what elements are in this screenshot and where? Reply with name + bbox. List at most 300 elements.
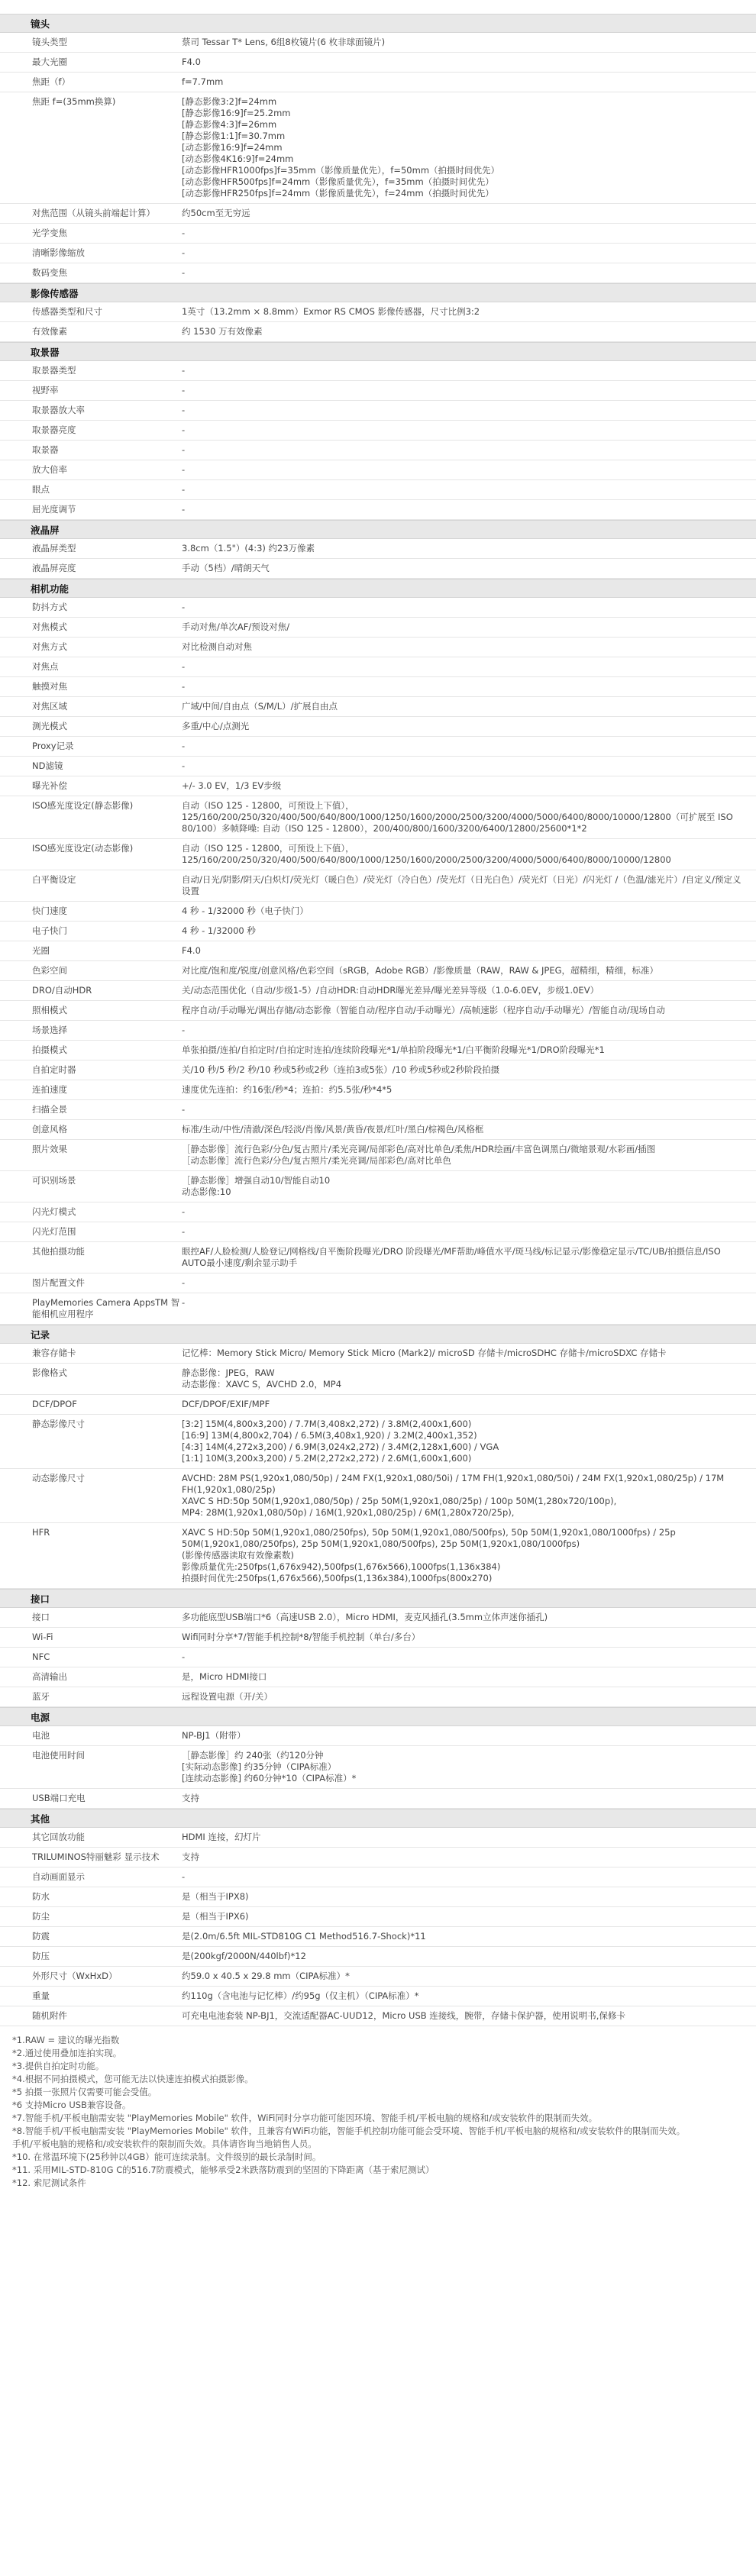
spec-value <box>182 559 756 578</box>
spec-value-line: F4.0 <box>182 56 201 67</box>
spec-label: 连拍速度 <box>32 1084 67 1095</box>
spec-value <box>182 1469 756 1522</box>
spec-value-line: 1英寸（13.2mm × 8.8mm）Exmor RS CMOS 影像传感器，尺寸比例3:2 <box>182 306 480 317</box>
spec-row <box>0 677 756 697</box>
section-header: 液晶屏 <box>0 520 756 539</box>
spec-row <box>0 1041 756 1060</box>
spec-value <box>182 961 756 980</box>
spec-value <box>182 322 756 341</box>
spec-label: 静态影像尺寸 <box>32 1419 85 1429</box>
spec-row <box>0 361 756 381</box>
spec-label: 色彩空间 <box>32 965 67 976</box>
spec-row <box>0 244 756 263</box>
spec-value <box>182 1746 756 1788</box>
spec-label: 自动画面显示 <box>32 1871 85 1882</box>
spec-label: 焦距（f） <box>32 76 71 87</box>
spec-label: 取景器放大率 <box>32 405 85 415</box>
spec-value <box>182 1628 756 1647</box>
spec-label: 闪光灯范围 <box>32 1226 76 1237</box>
spec-label: 兼容存储卡 <box>32 1348 76 1358</box>
spec-value <box>182 421 756 440</box>
spec-row <box>0 1867 756 1887</box>
footnote: *10. 在常温环境下(25秒钟以4GB）能可连续录制。文件级别的最长录制时间。 <box>12 2152 321 2162</box>
section-header: 镜头 <box>0 14 756 33</box>
spec-value-line: [动态影像HFR500fps]f=24mm（影像质量优先），f=35mm（拍摄时间优先） <box>182 176 494 187</box>
spec-value-line: - <box>182 1871 186 1882</box>
spec-value <box>182 1273 756 1293</box>
spec-value-line: [4:3] 14M(4,272x3,200) / 6.9M(3,024x2,272) / 3.4M(2,128x1,600) / VGA <box>182 1441 499 1452</box>
spec-label: 屈光度调节 <box>32 504 76 515</box>
spec-value-line: 蔡司 Tessar T* Lens, 6组8枚镜片(6 枚非球面镜片) <box>182 37 386 47</box>
spec-value-line: ［静态影像］增强自动10/智能自动10 <box>182 1175 331 1186</box>
spec-value-line: ［动态影像］流行色彩/分色/复古照片/柔光亮调/局部彩色/高对比单色 <box>182 1155 451 1166</box>
section-header: 电源 <box>0 1707 756 1726</box>
spec-value <box>182 460 756 479</box>
footnotes <box>0 2026 756 2190</box>
spec-value-line: 多功能底型USB端口*6（高速USB 2.0），Micro HDMI，麦克风插孔(3.5mm立体声迷你插孔) <box>182 1612 548 1622</box>
spec-row <box>0 33 756 53</box>
spec-value-line: 速度优先连拍：约16张/秒*4；连拍：约5.5张/秒*4*5 <box>182 1084 393 1095</box>
spec-row <box>0 1848 756 1867</box>
spec-row <box>0 1344 756 1364</box>
spec-value-line: [静态影像4:3]f=26mm <box>182 119 277 130</box>
spec-label: 对焦区域 <box>32 701 67 712</box>
spec-value <box>182 1242 756 1273</box>
spec-value <box>182 263 756 282</box>
spec-row <box>0 638 756 657</box>
spec-value-line: 3.8cm（1.5"）(4:3) 约23万像素 <box>182 543 315 554</box>
spec-label: 数码变焦 <box>32 267 67 278</box>
spec-value-line: - <box>182 444 186 455</box>
spec-value-line: 拍摄时间优先:250fps(1,676x566),500fps(1,136x384),1000fps(800x270) <box>182 1573 493 1583</box>
spec-value-line: 125/160/200/250/320/400/500/640/800/1000/1250/1600/2000/2500/3200/4000/5000/6400/8000/10000/12800（可扩展至 ISO 80/100）多帧降噪: 自动（ISO 125 - 12800），200/400/800/1600/3200/6400/12800/25600*1*2 <box>182 812 733 834</box>
spec-value <box>182 638 756 657</box>
spec-value-line: 手动对焦/单次AF/预设对焦/ <box>182 621 290 632</box>
spec-row <box>0 322 756 342</box>
spec-row <box>0 1828 756 1848</box>
spec-value <box>182 1726 756 1745</box>
spec-row <box>0 1726 756 1746</box>
spec-row <box>0 500 756 520</box>
spec-value-line: XAVC S HD:50p 50M(1,920x1,080/250fps), 50p 50M(1,920x1,080/500fps), 50p 50M(1,920x1,080/1000fps) / 25p 50M(1,920x1,080/250fps), 25p 50M(1,920x1,080/500fps), 25p 50M(1,920x1,080/1000fps) <box>182 1527 676 1549</box>
spec-row <box>0 1140 756 1171</box>
spec-label: 取景器 <box>32 444 59 455</box>
spec-value <box>182 981 756 1000</box>
spec-value-line: - <box>182 1104 186 1115</box>
spec-value <box>182 1907 756 1926</box>
spec-value <box>182 1293 756 1324</box>
spec-label: 光圈 <box>32 945 50 956</box>
spec-row <box>0 1947 756 1967</box>
spec-value-line: - <box>182 484 186 495</box>
spec-value-line: - <box>182 1025 186 1035</box>
spec-value-line: [16:9] 13M(4,800x2,704) / 6.5M(3,408x1,920) / 3.2M(2,400x1,352) <box>182 1430 477 1441</box>
spec-row <box>0 204 756 224</box>
spec-value <box>182 480 756 499</box>
spec-value-line: 4 秒 - 1/32000 秒 <box>182 925 256 936</box>
spec-value <box>182 796 756 838</box>
spec-value <box>182 53 756 72</box>
spec-value-line: - <box>182 1297 186 1308</box>
spec-row <box>0 1060 756 1080</box>
spec-label: 防震 <box>32 1931 50 1942</box>
spec-row <box>0 1395 756 1415</box>
spec-value-line: [动态影像16:9]f=24mm <box>182 142 283 153</box>
spec-value-line: 动态影像:10 <box>182 1186 231 1197</box>
spec-label: 放大倍率 <box>32 464 67 475</box>
spec-value <box>182 92 756 203</box>
spec-row <box>0 224 756 244</box>
spec-value-line: [静态影像3:2]f=24mm <box>182 96 277 107</box>
spec-label: 对焦范围（从镜头前端起计算） <box>32 208 155 218</box>
spec-value-line: 手动（5档）/晴朗天气 <box>182 563 270 573</box>
spec-value-line: [动态影像4K16:9]f=24mm <box>182 153 294 164</box>
spec-row <box>0 480 756 500</box>
spec-value-line: 影像质量优先:250fps(1,676x942),500fps(1,676x566),1000fps(1,136x384) <box>182 1561 501 1572</box>
spec-value-line: - <box>182 267 186 278</box>
spec-label: 电子快门 <box>32 925 67 936</box>
spec-row <box>0 1608 756 1628</box>
spec-value <box>182 1947 756 1966</box>
spec-value-line: 对比度/饱和度/锐度/创意风格/色彩空间（sRGB，Adobe RGB）/影像质量（RAW，RAW & JPEG，超精细，精细，标准） <box>182 965 659 976</box>
spec-value-line: - <box>182 661 186 672</box>
spec-value <box>182 922 756 941</box>
spec-value-line: 约110g（含电池与记忆棒）/约95g（仅主机）（CIPA标准）* <box>182 1990 419 2001</box>
spec-label: 高清输出 <box>32 1671 67 1682</box>
spec-label: 蓝牙 <box>32 1691 50 1702</box>
spec-value <box>182 1395 756 1414</box>
spec-value-line: ［静态影像］约 240张（约120分钟 <box>182 1750 324 1761</box>
spec-value <box>182 2006 756 2026</box>
spec-row <box>0 1202 756 1222</box>
spec-row <box>0 73 756 92</box>
spec-value-line: F4.0 <box>182 945 201 956</box>
spec-value-line: - <box>182 228 186 238</box>
spec-row <box>0 1987 756 2006</box>
spec-value-line: 支持 <box>182 1793 199 1803</box>
spec-label: 防尘 <box>32 1911 50 1922</box>
spec-value <box>182 1415 756 1468</box>
spec-label: 自拍定时器 <box>32 1064 76 1075</box>
spec-label: 外形尺寸（WxHxD） <box>32 1971 118 1981</box>
spec-value-line: [实际动态影像] 约35分钟（CIPA标准） <box>182 1761 337 1772</box>
spec-row <box>0 1687 756 1707</box>
spec-row <box>0 1907 756 1927</box>
spec-value-line: - <box>182 247 186 258</box>
spec-label: DRO/自动HDR <box>32 985 92 996</box>
spec-value-line: 程序自动/手动曝光/调出存储/动态影像（智能自动/程序自动/手动曝光）/高帧速影（程序自动/手动曝光）/智能自动/现场自动 <box>182 1005 665 1015</box>
footnote: *7.智能手机/平板电脑需安装 "PlayMemories Mobile" 软件，WiFi同时分享功能可能因环境、智能手机/平板电脑的规格和/或安装软件的限制而失效。 <box>12 2113 598 2123</box>
spec-label: ISO感光度设定(静态影像) <box>32 800 134 811</box>
spec-label: 防水 <box>32 1891 50 1902</box>
spec-value <box>182 1364 756 1394</box>
footnote: 手机/平板电脑的规格和/或安装软件的限制而失效。具体请咨询当地销售人员。 <box>12 2139 317 2149</box>
spec-row <box>0 1242 756 1273</box>
spec-row <box>0 1887 756 1907</box>
spec-row <box>0 381 756 401</box>
spec-value <box>182 870 756 901</box>
spec-value <box>182 500 756 519</box>
spec-value <box>182 717 756 736</box>
spec-row <box>0 961 756 981</box>
spec-row <box>0 1364 756 1395</box>
spec-row <box>0 922 756 941</box>
spec-value <box>182 1887 756 1906</box>
spec-value-line: - <box>182 504 186 515</box>
spec-value-line: 支持 <box>182 1851 199 1862</box>
spec-value-line: 对比检测自动对焦 <box>182 641 252 652</box>
spec-label: ND滤镜 <box>32 760 63 771</box>
spec-row <box>0 559 756 579</box>
spec-value <box>182 902 756 921</box>
spec-value <box>182 1080 756 1099</box>
spec-value <box>182 1667 756 1687</box>
spec-label: 随机附件 <box>32 2010 67 2021</box>
spec-value <box>182 361 756 380</box>
spec-value-line: [动态影像HFR250fps]f=24mm（影像质量优先），f=24mm（拍摄时间优先） <box>182 188 494 199</box>
spec-value-line: [1:1] 10M(3,200x3,200) / 5.2M(2,272x2,272) / 2.6M(1,600x1,600) <box>182 1453 472 1464</box>
spec-row <box>0 1523 756 1589</box>
spec-label: NFC <box>32 1651 50 1662</box>
spec-label: Proxy记录 <box>32 741 74 751</box>
spec-value-line: 是，Micro HDMI接口 <box>182 1671 267 1682</box>
spec-value-line: [连续动态影像] 约60分钟*10（CIPA标准）* <box>182 1773 357 1784</box>
spec-label: 眼点 <box>32 484 50 495</box>
spec-value-line: [静态影像16:9]f=25.2mm <box>182 108 291 118</box>
spec-label: 闪光灯模式 <box>32 1206 76 1217</box>
spec-row <box>0 757 756 776</box>
spec-row <box>0 598 756 618</box>
spec-value <box>182 839 756 870</box>
spec-value-line: - <box>182 681 186 692</box>
spec-row <box>0 1100 756 1120</box>
spec-row <box>0 839 756 870</box>
spec-label: ISO感光度设定(动态影像) <box>32 843 134 854</box>
spec-value <box>182 697 756 716</box>
spec-value <box>182 1021 756 1040</box>
spec-value-line: 广域/中间/自由点（S/M/L）/扩展自由点 <box>182 701 338 712</box>
spec-value <box>182 1140 756 1170</box>
spec-value-line: - <box>182 405 186 415</box>
spec-label: 接口 <box>32 1612 50 1622</box>
spec-label: PlayMemories Camera AppsTM 智能相机应用程序 <box>32 1297 180 1319</box>
spec-value-line: 自动/日光/阴影/阴天/白炽灯/荧光灯（暖白色）/荧光灯（冷白色）/荧光灯（日光白色）/荧光灯（日光）/闪光灯 /（色温/滤光片）/自定义/预定义设置 <box>182 874 741 896</box>
spec-label: 拍摄模式 <box>32 1044 67 1055</box>
spec-value-line: Wifi同时分享*7/智能手机控制*8/智能手机控制（单台/多台） <box>182 1632 421 1642</box>
spec-value <box>182 1789 756 1808</box>
spec-label: 电池 <box>32 1730 50 1741</box>
footnote: *6 支持Micro USB兼容设备。 <box>12 2100 131 2110</box>
spec-value-line: 眼控AF/人脸检测/人脸登记/网格线/自平衡阶段曝光/DRO 阶段曝光/MF帮助/峰值水平/斑马线/标记显示/影像稳定显示/TC/UB/拍摄信息/ISO AUTO最小速度/剩余显示助手 <box>182 1246 721 1268</box>
spec-label: 曝光补偿 <box>32 780 67 791</box>
spec-value-line: - <box>182 602 186 612</box>
spec-value <box>182 941 756 960</box>
spec-value <box>182 1927 756 1946</box>
footnote: *1.RAW = 建议的曝光指数 <box>12 2035 120 2045</box>
spec-value <box>182 1120 756 1139</box>
footnote: *8.智能手机/平板电脑需安装 "PlayMemories Mobile" 软件，且兼容有WiFi功能，智能手机控制功能可能会受环境、智能手机/平板电脑的规格和/或安装软件的限制而失效。 <box>12 2126 686 2136</box>
spec-value <box>182 657 756 676</box>
spec-row <box>0 1293 756 1325</box>
spec-row <box>0 657 756 677</box>
spec-label: 液晶屏亮度 <box>32 563 76 573</box>
spec-row <box>0 902 756 922</box>
spec-label: 快门速度 <box>32 905 67 916</box>
spec-label: DCF/DPOF <box>32 1399 77 1409</box>
spec-value-line: 125/160/200/250/320/400/500/640/800/1000/1250/1600/2000/2500/3200/4000/5000/6400/8000/10000/12800 <box>182 854 671 865</box>
spec-label: 对焦点 <box>32 661 59 672</box>
spec-value-line: 记忆棒：Memory Stick Micro/ Memory Stick Micro (Mark2)/ microSD 存储卡/microSDHC 存储卡/microSDXC 存储卡 <box>182 1348 667 1358</box>
spec-value <box>182 1967 756 1986</box>
spec-label: 触摸对焦 <box>32 681 67 692</box>
spec-row <box>0 1967 756 1987</box>
footnote: *4.根据不同拍摄模式，您可能无法以快速连拍模式拍摄影像。 <box>12 2074 254 2084</box>
spec-value-line: AVCHD: 28M PS(1,920x1,080/50p) / 24M FX(1,920x1,080/50i) / 17M FH(1,920x1,080/50i) / 24M FX(1,920x1,080/25p) / 17M FH(1,920x1,080/25p) <box>182 1473 725 1495</box>
spec-value-line: +/- 3.0 EV，1/3 EV步级 <box>182 780 282 791</box>
spec-row <box>0 618 756 638</box>
spec-label: 镜头类型 <box>32 37 67 47</box>
spec-value <box>182 1060 756 1080</box>
spec-value <box>182 1344 756 1363</box>
spec-row <box>0 1021 756 1041</box>
spec-value-line: - <box>182 424 186 435</box>
spec-row <box>0 441 756 460</box>
spec-value-line: 静态影像：JPEG，RAW <box>182 1367 275 1378</box>
spec-label: 防抖方式 <box>32 602 67 612</box>
spec-value-line: 是(200kgf/2000N/440lbf)*12 <box>182 1951 306 1961</box>
spec-row <box>0 1120 756 1140</box>
spec-value-line: XAVC S HD:50p 50M(1,920x1,080/50p) / 25p 50M(1,920x1,080/25p) / 100p 50M(1,280x720/100p), <box>182 1496 617 1506</box>
spec-value-line: 动态影像：XAVC S，AVCHD 2.0，MP4 <box>182 1379 342 1390</box>
spec-row <box>0 539 756 559</box>
spec-row <box>0 2006 756 2026</box>
spec-value <box>182 757 756 776</box>
spec-value <box>182 1041 756 1060</box>
spec-value-line: 是(2.0m/6.5ft MIL-STD810G C1 Method516.7-Shock)*11 <box>182 1931 426 1942</box>
spec-label: 图片配置文件 <box>32 1277 85 1288</box>
section-header: 接口 <box>0 1589 756 1608</box>
spec-row <box>0 941 756 961</box>
spec-label: 扫描全景 <box>32 1104 67 1115</box>
spec-row <box>0 401 756 421</box>
spec-label: 对焦模式 <box>32 621 67 632</box>
footnote: *5 拍摄一张照片仅需要可能会受值。 <box>12 2087 157 2097</box>
spec-value-line: - <box>182 1226 186 1237</box>
spec-label: 取景器类型 <box>32 365 76 376</box>
spec-row <box>0 737 756 757</box>
spec-value <box>182 1001 756 1020</box>
spec-value-line: 是（相当于IPX8) <box>182 1891 249 1902</box>
spec-row <box>0 1469 756 1523</box>
spec-label: 白平衡设定 <box>32 874 76 885</box>
footnote: *11. 采用MIL-STD-810G C的516.7防震模式，能够承受2米跌落防震到的坚固的下降距离（基于索尼测试） <box>12 2164 435 2175</box>
footnote: *3.提供自拍定时功能。 <box>12 2061 105 2071</box>
spec-value <box>182 1648 756 1667</box>
spec-value <box>182 244 756 263</box>
spec-value-line: 自动（ISO 125 - 12800，可预设上下值）， <box>182 843 354 854</box>
spec-value <box>182 1171 756 1202</box>
spec-label: 取景器亮度 <box>32 424 76 435</box>
spec-value <box>182 1222 756 1241</box>
footnote: *12. 索尼测试条件 <box>12 2177 86 2188</box>
spec-label: 电池使用时间 <box>32 1750 85 1761</box>
spec-label: 清晰影像缩放 <box>32 247 85 258</box>
spec-label: 照相模式 <box>32 1005 67 1015</box>
spec-value-line: f=7.7mm <box>182 76 224 87</box>
spec-value-line: 是（相当于IPX6) <box>182 1911 249 1922</box>
spec-value-line: - <box>182 760 186 771</box>
spec-row <box>0 1273 756 1293</box>
spec-value <box>182 441 756 460</box>
spec-value <box>182 539 756 558</box>
spec-value <box>182 73 756 92</box>
spec-value-line: DCF/DPOF/EXIF/MPF <box>182 1399 270 1409</box>
spec-label: 传感器类型和尺寸 <box>32 306 102 317</box>
spec-value-line: MP4: 28M(1,920x1,080/50p) / 16M(1,920x1,080/25p) / 6M(1,280x720/25p), <box>182 1507 515 1518</box>
spec-row <box>0 1222 756 1242</box>
spec-label: 动态影像尺寸 <box>32 1473 85 1483</box>
spec-row <box>0 1171 756 1202</box>
spec-value-line: [3:2] 15M(4,800x3,200) / 7.7M(3,408x2,272) / 3.8M(2,400x1,600) <box>182 1419 472 1429</box>
spec-row <box>0 460 756 480</box>
section-header: 相机功能 <box>0 579 756 598</box>
spec-value-line: 约50cm至无穷远 <box>182 208 250 218</box>
spec-value-line: 关/动态范围优化（自动/步级1-5）/自动HDR:自动HDR曝光差异/曝光差异等级（1.0-6.0EV，步级1.0EV） <box>182 985 599 996</box>
spec-label: 有效像素 <box>32 326 67 337</box>
spec-row <box>0 421 756 441</box>
spec-value-line: 约 1530 万有效像素 <box>182 326 263 337</box>
spec-label: 其它回放功能 <box>32 1832 85 1842</box>
spec-label: 照片效果 <box>32 1144 67 1154</box>
spec-value-line: - <box>182 464 186 475</box>
spec-row <box>0 1789 756 1809</box>
spec-row <box>0 870 756 902</box>
spec-value <box>182 224 756 243</box>
spec-row <box>0 1080 756 1100</box>
spec-label: USB端口充电 <box>32 1793 86 1803</box>
section-header: 取景器 <box>0 342 756 361</box>
spec-label: 测光模式 <box>32 721 67 731</box>
spec-value <box>182 1523 756 1588</box>
spec-value-line: 4 秒 - 1/32000 秒（电子快门） <box>182 905 309 916</box>
spec-value <box>182 1987 756 2006</box>
spec-value-line: ［静态影像］流行色彩/分色/复古照片/柔光亮调/局部彩色/高对比单色/柔焦/HDR绘画/丰富色调黑白/微缩景观/水彩画/插图 <box>182 1144 656 1154</box>
spec-row <box>0 1746 756 1789</box>
spec-row <box>0 1628 756 1648</box>
spec-label: 最大光圈 <box>32 56 67 67</box>
spec-value-line: 关/10 秒/5 秒/2 秒/10 秒或5秒或2秒（连拍3或5张）/10 秒或5秒或2秒阶段拍摄 <box>182 1064 500 1075</box>
spec-value-line: [静态影像1:1]f=30.7mm <box>182 131 286 141</box>
spec-row <box>0 53 756 73</box>
spec-row <box>0 697 756 717</box>
spec-value-line: 自动（ISO 125 - 12800，可预设上下值）， <box>182 800 354 811</box>
spec-value-line: 远程设置电源（开/关） <box>182 1691 273 1702</box>
spec-value-line: [动态影像HFR1000fps]f=35mm（影像质量优先），f=50mm（拍摄时间优先） <box>182 165 500 176</box>
spec-value <box>182 677 756 696</box>
spec-value <box>182 33 756 52</box>
spec-label: TRILUMINOS特丽魅彩 显示技术 <box>32 1851 160 1862</box>
spec-value-line: 标准/生动/中性/清澈/深色/轻淡/肖像/风景/黄昏/夜景/红叶/黑白/棕褐色/风格框 <box>182 1124 484 1135</box>
spec-row <box>0 1927 756 1947</box>
spec-label: 液晶屏类型 <box>32 543 76 554</box>
spec-row <box>0 1415 756 1469</box>
spec-value <box>182 598 756 617</box>
spec-row <box>0 717 756 737</box>
spec-label: 防压 <box>32 1951 50 1961</box>
spec-value <box>182 204 756 223</box>
spec-value <box>182 1202 756 1222</box>
spec-row <box>0 1667 756 1687</box>
